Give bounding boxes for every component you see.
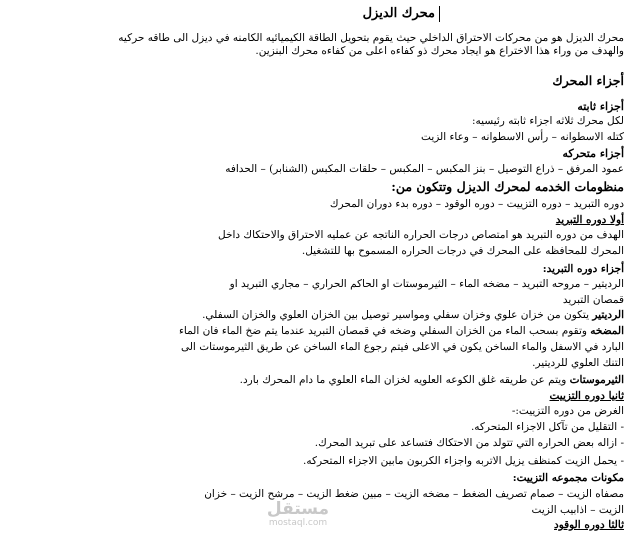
service-systems-heading: منظومات الخدمه لمحرك الديزل وتتكون من: (391, 179, 624, 194)
cooling-parts-line-2: قمصان التبريد (562, 294, 624, 306)
pump-term: المضخه (590, 325, 624, 337)
watermark-url: mostaql.com (268, 518, 328, 528)
intro-line-2: والهدف من وراء هذا الاختراع هو ايجاد محرك ذو كفاءه اعلى من كفاءه محرك البنزين. (255, 45, 624, 57)
thermostat-desc: ويتم عن طريقه غلق الكوعه العلويه لخزان الماء العلوي ما دام المحرك بارد. (239, 374, 570, 386)
pump-desc-line-3: التنك العلوي للرديتير. (532, 357, 624, 369)
lubrication-components-heading: مكونات مجموعه التزييت: (512, 472, 624, 484)
pump-desc-line-2: البارد في الاسفل والماء الساخن يكون في الاعلى فيتم رجوع الماء الساخن عن طريق الثيرموستات الى (180, 341, 624, 353)
mostaql-watermark (258, 500, 338, 534)
cooling-desc-line-1: الهدف من دوره التبريد هو امتصاص درجات الحراره الناتجه عن عمليه الاحتراق والاحتكاك داخل (218, 229, 624, 241)
lubrication-components-line-2: الزيت – اذابيب الزيت (531, 504, 624, 516)
watermark-logo-text: مستقل (266, 499, 330, 519)
radiator-term: الرديتير (592, 309, 624, 321)
cooling-parts-line-1: الرديتير – مروحه التبريد – مضخه الماء – الثيرموستات او الحاكم الحراري – مجاري التبريد او (229, 278, 624, 290)
cooling-cycle-heading: أولا دوره التبريد (555, 214, 624, 226)
pump-paragraph-line-1 (18, 325, 624, 338)
cooling-parts-heading: أجزاء دوره التبريد: (542, 263, 624, 275)
moving-parts-list: عمود المرفق – ذراع التوصيل – بنز المكبس – المكبس – حلقات المكبس (الشنابر) – الحدافه (225, 163, 624, 175)
lubrication-components-line-1: مصفاه الزيت – صمام تصريف الضغط – مضخه الزيت – مبين ضغط الزيت – مرشح الزيت – خزان (204, 488, 624, 500)
fixed-parts-list: كتله الاسطوانه – رأس الاسطوانه – وعاء الزيت (421, 131, 624, 143)
lubrication-point-2: - ازاله بعض الحراره التي تتولد من الاحتكاك فتساعد على تبريد المحرك. (314, 437, 624, 449)
fixed-parts-heading: أجزاء ثابته (577, 100, 624, 113)
moving-parts-heading: أجزاء متحركه (562, 147, 624, 160)
thermostat-term: الثيرموستات (569, 374, 624, 386)
radiator-desc: يتكون من خزان علوي وخزان سفلي ومواسير توصيل بين الخزان العلوي والخزان السفلي. (202, 309, 593, 321)
thermostat-paragraph (18, 374, 624, 387)
radiator-paragraph (18, 309, 624, 322)
lubrication-point-3: - يحمل الزيت كمنظف يزيل الاتربه واجزاء الكربون مابين الاجزاء المتحركه. (302, 455, 624, 467)
intro-line-1: محرك الديزل هو من محركات الاحتراق الداخلي حيث يقوم بتحويل الطاقة الكيميائيه الكامنه في ديزل الى طاقه حركيه (118, 32, 624, 44)
lubrication-cycle-heading: ثانيا دوره التزييت (549, 390, 624, 402)
parts-heading: أجزاء المحرك (552, 73, 624, 88)
cooling-desc-line-2: المحرك للمحافظه على المحرك في درجات الحراره المسموح بها للتشغيل. (301, 245, 624, 257)
lubrication-point-1: - التقليل من تآكل الاجزاء المتحركه. (470, 421, 624, 433)
page-title: محرك الديزل (363, 6, 440, 22)
lubrication-intro: الغرض من دوره التزييت:- (511, 405, 624, 417)
fuel-cycle-heading: ثالثا دوره الوقود (554, 519, 624, 531)
fixed-parts-intro: لكل محرك ثلاثه اجزاء ثابته رئيسيه: (472, 115, 624, 127)
pump-desc-line-1: وتقوم بسحب الماء من الخزان السفلي وضخه في قمصان التبريد عندما يتم ضخ الماء فان الماء (178, 325, 591, 337)
service-systems-list: دوره التبريد – دوره التزييت – دوره الوقود – دوره بدء دوران المحرك (329, 198, 624, 210)
